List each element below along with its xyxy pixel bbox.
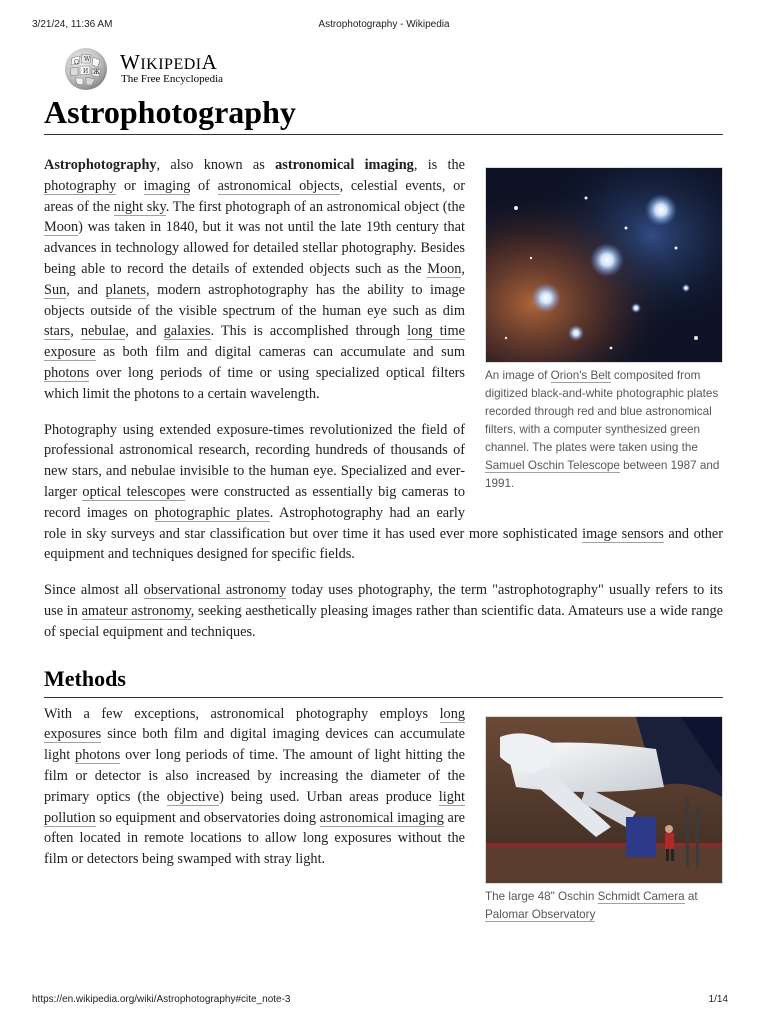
print-page-title: Astrophotography - Wikipedia — [318, 19, 450, 30]
wikipedia-wordmark: WIKIPEDIA — [120, 50, 218, 74]
link-long-exposures[interactable]: long exposures — [44, 705, 465, 743]
print-header — [32, 19, 736, 33]
print-url: https://en.wikipedia.org/wiki/Astrophotography#cite_note-3 — [32, 994, 291, 1005]
svg-text:Ω: Ω — [74, 59, 79, 66]
link-photons[interactable]: photons — [44, 364, 90, 381]
print-footer — [32, 994, 736, 1008]
wikipedia-logo[interactable] — [62, 46, 252, 92]
link-schmidt-camera[interactable]: Schmidt Camera — [597, 889, 685, 903]
section-heading-methods: Methods — [44, 665, 723, 698]
link-light-pollution[interactable]: light pollution — [44, 788, 465, 826]
paragraph-3: Since almost all observational astronomy today uses photography, the term "astrophotography" usually refers to its use in amateur astronomy, seeking aesthetically pleasing images rather than scientific data. Amateurs use a wide range of special equipment and techniques. — [44, 582, 724, 640]
link-samuel-oschin-telescope[interactable]: Samuel Oschin Telescope — [485, 459, 620, 472]
methods-section — [44, 704, 723, 921]
link-sun[interactable]: Sun — [44, 281, 67, 298]
wikipedia-tagline: The Free Encyclopedia — [121, 73, 224, 85]
link-imaging[interactable]: imaging — [143, 177, 191, 194]
link-stars[interactable]: stars — [44, 323, 71, 340]
wikipedia-globe-icon — [62, 46, 110, 92]
schmidt-camera-image[interactable] — [485, 716, 723, 884]
svg-text:И: И — [83, 68, 89, 75]
link-planets[interactable]: planets — [105, 281, 146, 298]
figure-orion — [485, 167, 723, 493]
link-objective[interactable]: objective — [166, 788, 220, 805]
paragraph-2: Photography using extended exposure-times revolutionized the field of professional astronomical research, recording hundreds of thousands of new stars, and nebulae invisible to the human eye. Specialized and ever-larger optical telescopes were constructed as essentially big cameras to record images on photographic plates. Astrophotography had an early role in sky surveys and star classification but over time it has used ever more sophisticated image sensors and other equipment and techniques designed for specific fields. — [44, 421, 723, 563]
link-astronomical-imaging[interactable]: astronomical imaging — [319, 809, 444, 826]
figure-caption: The large 48" Oschin Schmidt Camera at Palomar Observatory — [485, 889, 698, 921]
link-photons-2[interactable]: photons — [75, 747, 121, 764]
svg-text:W: W — [84, 56, 91, 63]
link-moon-2[interactable]: Moon — [427, 260, 462, 277]
article-content — [44, 155, 723, 934]
orion-belt-image[interactable] — [485, 167, 723, 363]
link-long-time-exposure[interactable]: long time exposure — [44, 323, 465, 361]
link-observational-astronomy[interactable]: observational astronomy — [143, 582, 287, 599]
link-galaxies[interactable]: galaxies — [163, 323, 211, 340]
print-datetime: 3/21/24, 11:36 AM — [32, 19, 113, 30]
link-orions-belt[interactable]: Orion's Belt — [550, 369, 611, 382]
link-photographic-plates[interactable]: photographic plates — [154, 504, 270, 521]
link-night-sky[interactable]: night sky — [113, 198, 166, 215]
link-moon[interactable]: Moon — [44, 219, 79, 236]
link-optical-telescopes[interactable]: optical telescopes — [82, 483, 186, 500]
page-title: Astrophotography — [44, 94, 296, 130]
intro-paragraph: Astrophotography, also known as astronomical imaging, is the photography or imaging of astronomical objects, celestial events, or areas of the night sky. The first photograph of an astronomical object (the Moon) was taken in 1840, but it was not until the late 19th century that advances in technology allowed for detailed stellar photography. Besides being able to record the details of extended objects such as the Moon, Sun, and planets, modern astrophotography has the ability to image objects outside of the visible spectrum of the human eye such as dim stars, nebulae, and galaxies. This is accomplished through long time exposure as both film and digital cameras can accumulate and sum photons over long periods of time or using specialized optical filters which limit the photons to a certain wavelength. — [44, 157, 466, 402]
link-photography[interactable]: photography — [44, 177, 117, 194]
print-page-number: 1/14 — [708, 994, 728, 1005]
link-palomar-observatory[interactable]: Palomar Observatory — [485, 907, 596, 921]
methods-paragraph: With a few exceptions, astronomical photography employs long exposures since both film and digital imaging devices can accumulate light photons over long periods of time. The amount of light hitting the film or detector is also increased by increasing the diameter of the primary optics (the objective) being used. Urban areas produce light pollution so equipment and observatories doing astronomical imaging are often located in remote locations to allow long exposures without the film or detectors being swamped with stray light. — [44, 705, 465, 868]
link-astronomical-objects[interactable]: astronomical objects — [217, 177, 340, 194]
link-amateur-astronomy[interactable]: amateur astronomy — [81, 602, 191, 619]
figure-caption: An image of Orion's Belt composited from digitized black-and-white photographic plates recorded through red and blue astronomical filters, with a computer synthesized green channel. The plates were taken using the Samuel Oschin Telescope between 1987 and 1991. — [485, 369, 720, 490]
title-divider — [44, 134, 723, 135]
link-nebulae[interactable]: nebulae — [80, 323, 126, 340]
figure-schmidt-camera — [485, 716, 723, 924]
svg-text:Ж: Ж — [93, 69, 100, 76]
link-image-sensors[interactable]: image sensors — [582, 525, 664, 542]
